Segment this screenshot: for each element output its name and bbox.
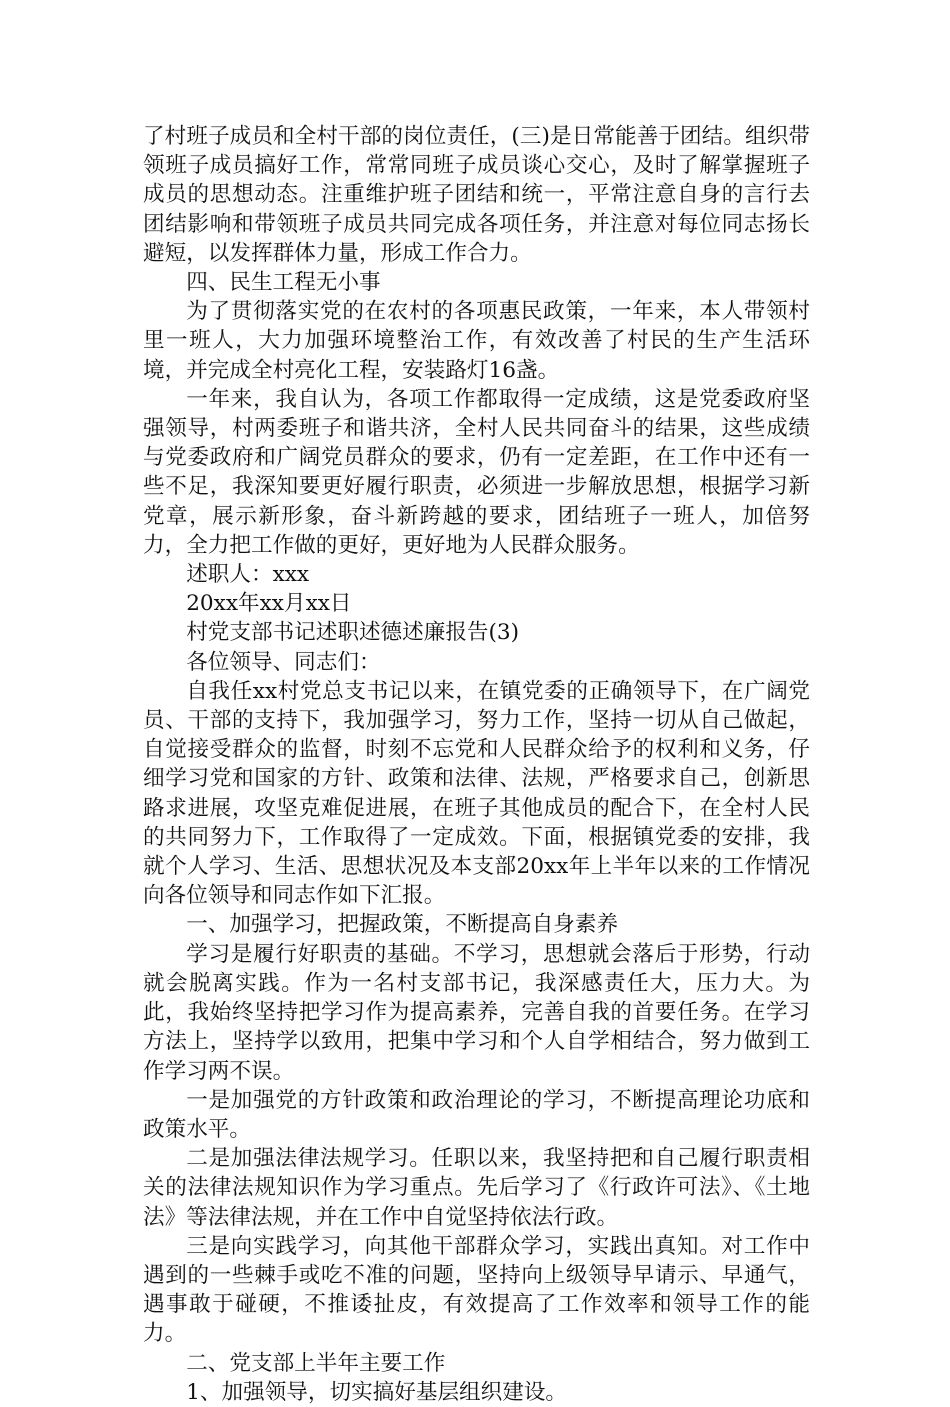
paragraph: 一是加强党的方针政策和政治理论的学习，不断提高理论功底和政策水平。 (143, 1087, 810, 1142)
section-heading: 一、加强学习，把握政策，不断提高自身素养 (186, 912, 619, 938)
section-heading: 二、党支部上半年主要工作 (186, 1350, 446, 1376)
sub-heading: 1、加强领导，切实搞好基层组织建设。 (186, 1379, 568, 1405)
report-title: 村党支部书记述职述德述廉报告(3) (186, 620, 520, 646)
paragraph: 二是加强法律法规学习。任职以来，我坚持把和自己履行职责相关的法律法规知识作为学习重点。先后学习了《行政许可法》、《土地法》等法律法规，并在工作中自觉坚持依法行政。 (143, 1146, 810, 1230)
paragraph: 三是向实践学习，向其他干部群众学习，实践出真知。对工作中遇到的一些棘手或吃不准的问题，坚持向上级领导早请示、早通气，遇事敢于碰硬，不推诿扯皮，有效提高了工作效率和领导工作的能力。 (143, 1233, 810, 1347)
signature-line: 述职人：xxx (186, 562, 310, 588)
paragraph-continued: 了村班子成员和全村干部的岗位责任，(三)是日常能善于团结。组织带领班子成员搞好工作，常常同班子成员谈心交心，及时了解掌握班子成员的思想动态。注重维护班子团结和统一，平常注意自身的言行去团结影响和带领班子成员共同完成各项任务，并注意对每位同志扬长避短，以发挥群体力量，形成工作合力。 (143, 124, 810, 266)
paragraph: 为了贯彻落实党的在农村的各项惠民政策，一年来，本人带领村里一班人，大力加强环境整治工作，有效改善了村民的生产生活环境，并完成全村亮化工程，安装路灯16盏。 (143, 299, 810, 383)
paragraph: 学习是履行好职责的基础。不学习，思想就会落后于形势，行动就会脱离实践。作为一名村支部书记，我深感责任大，压力大。为此，我始终坚持把学习作为提高素养，完善自我的首要任务。在学习方法上，坚持学以致用，把集中学习和个人自学相结合，努力做到工作学习两不误。 (143, 941, 810, 1084)
paragraph: 自我任xx村党总支书记以来，在镇党委的正确领导下，在广阔党员、干部的支持下，我加强学习，努力工作，坚持一切从自己做起，自觉接受群众的监督，时刻不忘党和人民群众给予的权利和义务，仔细学习党和国家的方针、政策和法律、法规，严格要求自己，创新思路求进展，攻坚克难促进展，在班子其他成员的配合下，在全村人民的共同努力下，工作取得了一定成效。下面，根据镇党委的安排，我就个人学习、生活、思想状况及本支部20xx年上半年以来的工作情况向各位领导和同志作如下汇报。 (143, 678, 810, 909)
date-line: 20xx年xx月xx日 (186, 591, 352, 617)
paragraph: 一年来，我自认为，各项工作都取得一定成绩，这是党委政府坚强领导，村两委班子和谐共济，全村人民共同奋斗的结果，这些成绩与党委政府和广阔党员群众的要求，仍有一定差距，在工作中还有一些不足，我深知要更好履行职责，必须进一步解放思想，根据学习新党章，展示新形象，奋斗新跨越的要求，团结班子一班人，加倍努力，全力把工作做的更好，更好地为人民群众服务。 (143, 386, 810, 558)
salutation: 各位领导、同志们： (186, 649, 381, 675)
section-heading: 四、民生工程无小事 (186, 270, 381, 296)
